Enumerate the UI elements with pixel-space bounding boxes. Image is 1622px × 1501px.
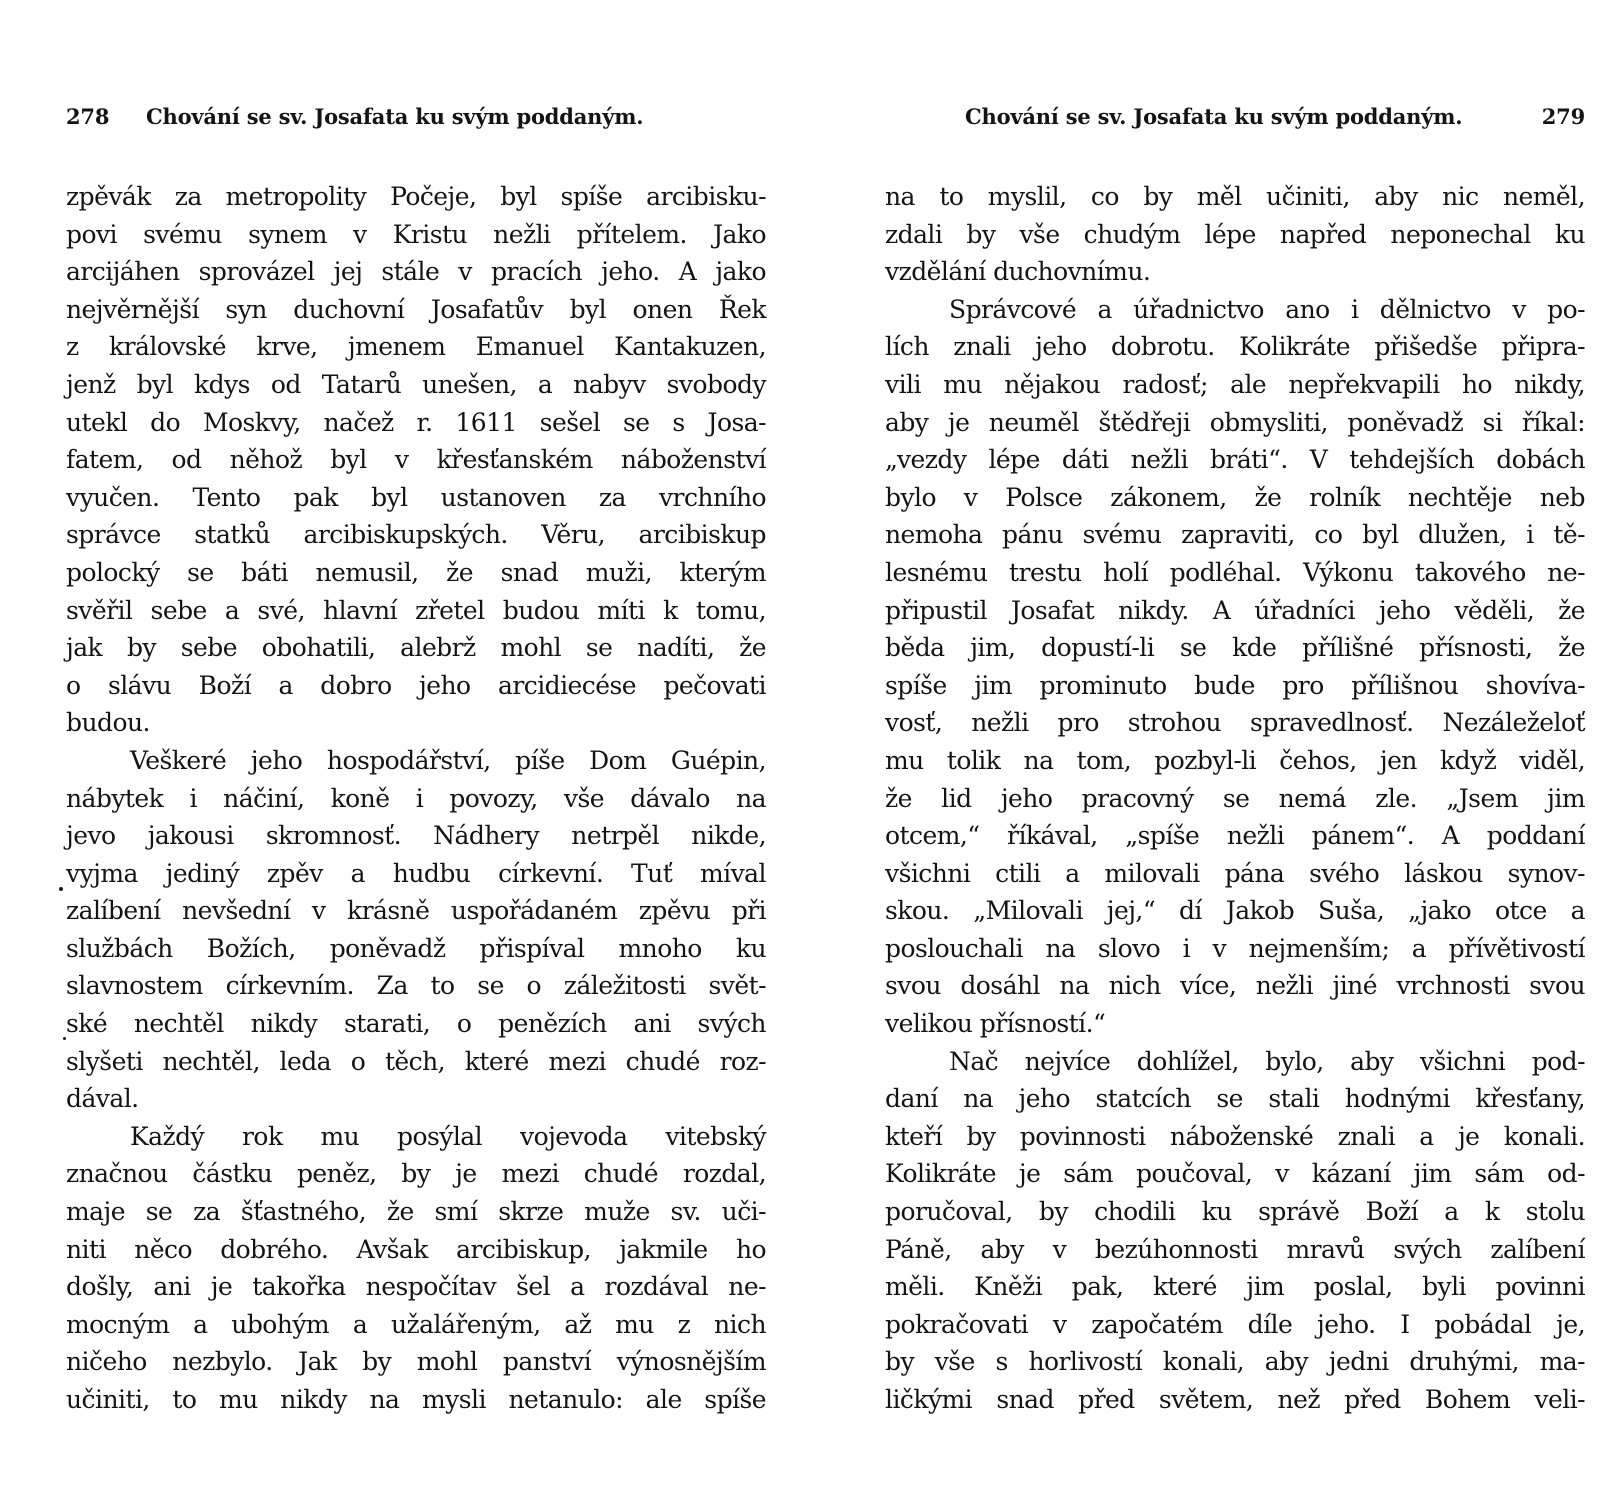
text-line: nábytek i náčiní, koně i povozy, vše dávalo na — [66, 783, 766, 813]
text-line: skou. „Milovali jej,“ dí Jakob Suša, „jako otce a — [885, 896, 1585, 926]
text-line: Každý rok mu posýlal vojevoda vitebský — [130, 1121, 766, 1151]
margin-dot — [63, 1037, 66, 1040]
text-line: Veškeré jeho hospodářství, píše Dom Guépin, — [130, 745, 766, 775]
text-line: svěřil sebe a své, hlavní zřetel budou míti k tomu, — [66, 595, 766, 625]
running-title: Chování se sv. Josafata ku svým poddaným. — [146, 104, 644, 129]
text-line: bylo v Polsce zákonem, že rolník nechtěje neb — [885, 482, 1585, 512]
text-line: připustil Josafat nikdy. A úřadníci jeho věděli, že — [885, 595, 1585, 625]
text-line: vosť, nežli pro strohou spravedlnosť. Nezáleželoť — [885, 708, 1585, 738]
text-line: zdali by vše chudým lépe napřed neponechal ku — [885, 219, 1585, 249]
text-line: maje se za šťastného, že smí skrze muže sv. uči- — [66, 1197, 766, 1227]
text-line: ničeho nezbylo. Jak by mohl panství výnosnějším — [66, 1347, 766, 1377]
text-line: vyjma jediný zpěv a hudbu církevní. Tuť míval — [66, 858, 766, 888]
text-line: polocký se báti nemusil, že snad muži, kterým — [66, 557, 766, 587]
text-line: slyšeti nechtěl, leda o těch, které mezi chudé roz- — [66, 1046, 766, 1076]
text-line: by vše s horlivostí konali, aby jedni druhými, ma- — [885, 1347, 1585, 1377]
text-line: vili mu nějakou radosť; ale nepřekvapili ho nikdy, — [885, 369, 1585, 399]
text-line: niti něco dobrého. Avšak arcibiskup, jakmile ho — [66, 1234, 766, 1264]
text-line: službách Božích, poněvadž přispíval mnoho ku — [66, 933, 766, 963]
text-line: ličkými snad před světem, než před Bohem veli- — [885, 1385, 1585, 1414]
text-line: povi svému synem v Kristu nežli přítelem. Jako — [66, 219, 766, 249]
text-line: mocným a ubohým a užalářeným, až mu z nich — [66, 1309, 766, 1339]
body-text — [66, 178, 766, 1419]
text-line: Správcové a úřadnictvo ano i dělnictvo v po- — [949, 294, 1585, 324]
text-line: o slávu Boží a dobro jeho arcidiecése pečovati — [66, 670, 766, 700]
margin-dot — [59, 887, 63, 891]
page-number: 279 — [1541, 104, 1585, 129]
body-text — [885, 178, 1585, 1419]
text-line: na to myslil, co by měl učiniti, aby nic neměl, — [885, 182, 1585, 211]
text-line: učiniti, to mu nikdy na mysli netanulo: ale spíše — [66, 1385, 766, 1414]
text-line: Kolikráte je sám poučoval, v kázaní jim sám od- — [885, 1159, 1585, 1189]
text-line: jak by sebe obohatili, alebrž mohl se nadíti, že — [66, 633, 766, 663]
text-line: nemoha pánu svému zapraviti, co byl dlužen, i tě- — [885, 520, 1585, 550]
text-line: otcem,“ říkával, „spíše nežli pánem“. A poddaní — [885, 821, 1585, 851]
text-line: nejvěrnější syn duchovní Josafatův byl onen Řek — [66, 294, 766, 324]
text-line: utekl do Moskvy, načež r. 1611 sešel se s Josa- — [66, 407, 766, 437]
text-line: aby je neuměl štědřeji obmysliti, poněvadž si říkal: — [885, 407, 1585, 437]
text-line: vzdělání duchovnímu. — [885, 257, 1151, 287]
text-line: budou. — [66, 708, 150, 738]
text-line: běda jim, dopustí-li se kde přílišné přísnosti, že — [885, 633, 1585, 663]
running-head — [885, 104, 1585, 134]
text-line: poslouchali na slovo i v nejmenším; a přívětivostí — [885, 933, 1585, 963]
text-line: jevo jakousi skromnosť. Nádhery netrpěl nikde, — [66, 821, 766, 851]
running-head — [66, 104, 766, 134]
text-line: správce statků arcibiskupských. Věru, arcibiskup — [66, 520, 766, 550]
page-number: 278 — [66, 104, 110, 129]
text-line: Nač nejvíce dohlížel, bylo, aby všichni pod- — [949, 1046, 1585, 1076]
text-line: fatem, od něhož byl v křesťanském náboženství — [66, 445, 766, 475]
text-line: lesnému trestu holí podléhal. Výkonu takového ne- — [885, 557, 1585, 587]
running-title: Chování se sv. Josafata ku svým poddaným. — [965, 104, 1463, 129]
text-line: arcijáhen sprovázel jej stále v pracích jeho. A jako — [66, 257, 766, 287]
text-line: velikou přísností.“ — [885, 1009, 1106, 1039]
text-line: Páně, aby v bezúhonnosti mravů svých zalíbení — [885, 1234, 1585, 1264]
text-line: spíše jim prominuto bude pro přílišnou shovíva- — [885, 670, 1585, 700]
text-line: jenž byl kdys od Tatarů unešen, a nabyv svobody — [66, 369, 766, 399]
text-line: svou dosáhl na nich více, nežli jiné vrchnosti svou — [885, 971, 1585, 1001]
text-line: z královské krve, jmenem Emanuel Kantakuzen, — [66, 332, 766, 362]
text-line: že lid jeho pracovný se nemá zle. „Jsem jim — [885, 783, 1585, 813]
text-line: zpěvák za metropolity Počeje, byl spíše arcibisku- — [66, 182, 766, 211]
text-line: zalíbení nevšední v krásně uspořádaném zpěvu při — [66, 896, 766, 926]
text-line: došly, ani je takořka nespočítav šel a rozdával ne- — [66, 1272, 766, 1302]
text-line: daní na jeho statcích se stali hodnými křesťany, — [885, 1084, 1585, 1114]
text-line: všichni ctili a milovali pána svého láskou synov- — [885, 858, 1585, 888]
text-line: pokračovati v započatém díle jeho. I pobádal je, — [885, 1309, 1585, 1339]
text-line: dával. — [66, 1084, 139, 1114]
text-line: měli. Kněži pak, které jim poslal, byli povinni — [885, 1272, 1585, 1302]
text-line: „vezdy lépe dáti nežli bráti“. V tehdejších dobách — [885, 445, 1585, 475]
text-line: značnou částku peněz, by je mezi chudé rozdal, — [66, 1159, 766, 1189]
text-line: mu tolik na tom, pozbyl-li čehos, jen když viděl, — [885, 745, 1585, 775]
text-line: kteří by povinnosti náboženské znali a je konali. — [885, 1121, 1585, 1151]
text-line: vyučen. Tento pak byl ustanoven za vrchního — [66, 482, 766, 512]
text-line: poručoval, by chodili ku správě Boží a k stolu — [885, 1197, 1585, 1227]
text-line: ské nechtěl nikdy starati, o penězích ani svých — [66, 1009, 766, 1039]
text-line: slavnostem církevním. Za to se o záležitosti svět- — [66, 971, 766, 1001]
text-line: lích znali jeho dobrotu. Kolikráte přišedše připra- — [885, 332, 1585, 362]
